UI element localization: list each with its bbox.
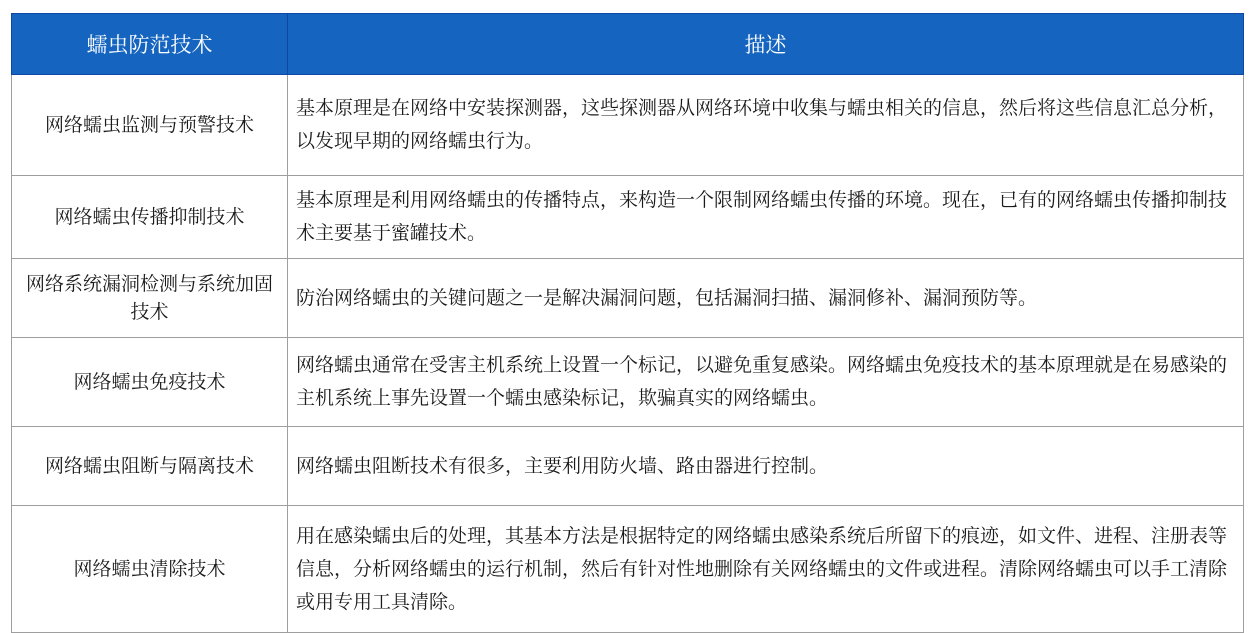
technique-description: 基本原理是在网络中安装探测器，这些探测器从网络环境中收集与蠕虫相关的信息，然后将这些信息汇总分析，以发现早期的网络蠕虫行为。	[288, 75, 1244, 176]
table-row	[12, 259, 1244, 338]
technique-name: 网络蠕虫监测与预警技术	[12, 75, 288, 176]
technique-description: 网络蠕虫阻断技术有很多，主要利用防火墙、路由器进行控制。	[288, 427, 1244, 506]
header-description: 描述	[288, 14, 1244, 75]
header-technique: 蠕虫防范技术	[12, 14, 288, 75]
table-header-row	[12, 14, 1244, 75]
technique-name: 网络蠕虫阻断与隔离技术	[12, 427, 288, 506]
technique-description: 用在感染蠕虫后的处理，其基本方法是根据特定的网络蠕虫感染系统后所留下的痕迹，如文件、进程、注册表等信息，分析网络蠕虫的运行机制，然后有针对性地删除有关网络蠕虫的文件或进程。清除网络蠕虫可以手工清除或用专用工具清除。	[288, 506, 1244, 633]
table-row	[12, 506, 1244, 633]
technique-description: 基本原理是利用网络蠕虫的传播特点，来构造一个限制网络蠕虫传播的环境。现在，已有的网络蠕虫传播抑制技术主要基于蜜罐技术。	[288, 176, 1244, 259]
technique-description: 网络蠕虫通常在受害主机系统上设置一个标记，以避免重复感染。网络蠕虫免疫技术的基本原理就是在易感染的主机系统上事先设置一个蠕虫感染标记，欺骗真实的网络蠕虫。	[288, 338, 1244, 427]
technique-name: 网络蠕虫清除技术	[12, 506, 288, 633]
technique-description: 防治网络蠕虫的关键问题之一是解决漏洞问题，包括漏洞扫描、漏洞修补、漏洞预防等。	[288, 259, 1244, 338]
worm-defense-table-container	[11, 13, 1243, 633]
technique-name: 网络系统漏洞检测与系统加固技术	[12, 259, 288, 338]
technique-name: 网络蠕虫免疫技术	[12, 338, 288, 427]
table-row	[12, 338, 1244, 427]
table-row	[12, 176, 1244, 259]
technique-name: 网络蠕虫传播抑制技术	[12, 176, 288, 259]
table-row	[12, 427, 1244, 506]
table-row	[12, 75, 1244, 176]
worm-defense-table	[11, 13, 1244, 633]
